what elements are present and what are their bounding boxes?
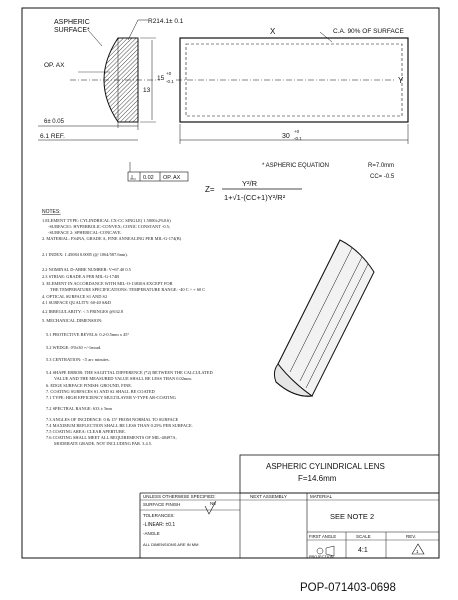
note-line: 6. EDGE SURFACE FINISH: GROUND, FINE. bbox=[46, 383, 133, 388]
dim-30-tol-plus: +0 bbox=[294, 129, 300, 134]
clear-aperture-label: C.A. 90% OF SURFACE bbox=[333, 28, 404, 35]
lens-section-hatch bbox=[104, 38, 138, 122]
projection-label: PROJECTION bbox=[309, 555, 334, 559]
aspheric-surface-label-1: ASPHERIC bbox=[54, 19, 90, 26]
notes-block bbox=[42, 209, 213, 447]
n6-label: N6 bbox=[210, 501, 216, 506]
note-line: 1.ELEMENT TYPE: CYLINDRICAL CX-CC SINGLE( 1.5000±2%0.6) bbox=[42, 218, 171, 223]
note-line: VALUE AND THE MEASURED VALUE SHALL BE LESS THAN 0.02mm. bbox=[54, 376, 192, 381]
note-line: 7.4 MAXIMUM REFLECTION SHALL BE LESS THAN 0.25% PER SURFACE. bbox=[46, 423, 193, 428]
next-assembly-label: NEXT ASSEMBLY bbox=[250, 494, 287, 499]
note-line: 5.2 WEDGE: 0'0±30 +/-1mrad. bbox=[46, 345, 102, 350]
r-value: R=7.0mm bbox=[368, 163, 395, 169]
material-label: MATERIAL bbox=[310, 494, 333, 499]
note-line: 2.2 NOMINAL D-ABBE NUMBER: V=67.40 0.5 bbox=[42, 267, 131, 272]
part-number: POP-071403-0698 bbox=[300, 582, 396, 594]
first-angle-label: FIRST ANGLE bbox=[309, 534, 337, 539]
note-line: THE TEMPERATURE SPECIFICATIONS: TEMPERATURE RANGE: -40 C ÷ + 60 C bbox=[50, 287, 206, 292]
see-note: SEE NOTE 2 bbox=[330, 512, 375, 521]
surface-finish-label: SURFACE FINISH bbox=[143, 502, 181, 507]
lens-top-view bbox=[176, 32, 408, 144]
note-line: -SURFACE 2: SPHERICAL-CONCAVE. bbox=[48, 230, 122, 235]
gdt-value: 0.02 bbox=[143, 175, 154, 181]
note-line: 4.2 IRREGULARITY: < 5 FRINGES @632.8 bbox=[42, 309, 124, 314]
cc-value: CC= -0.5 bbox=[370, 174, 395, 180]
note-line: 2. MATERIAL: FS4NA, GRADE A, FINE ANNEALING PER MIL-G-174(B) bbox=[42, 236, 182, 241]
dim-6-label: 6± 0.05 bbox=[44, 119, 64, 125]
note-line: MODERATE GRADE, NOT INCLUDING PAR. 3.4.5. bbox=[54, 441, 153, 446]
aspheric-equation-label: * ASPHERIC EQUATION bbox=[262, 163, 329, 169]
note-line: 5.4 SHAPE ERROR: THE SAGITTAL DIFFERENCE (*2) BETWEEN THE CALCULATED bbox=[46, 370, 213, 375]
equation-numerator: Y²/R bbox=[242, 179, 257, 188]
note-line: 7.2 SPECTRAL RANGE: 633 ± 5nm bbox=[46, 406, 112, 411]
unless-specified: UNLESS OTHERWISE SPECIFIED: bbox=[143, 494, 216, 499]
linear-tolerance: -LINEAR: ±0.1 bbox=[143, 522, 176, 528]
rev-label: REV. bbox=[406, 534, 417, 539]
note-line: 7.3 ANGLES OF INCIDENCE: 0 & 15° FROM NORMAL TO SURFACE bbox=[46, 417, 179, 422]
dim-13-label: 13 bbox=[143, 87, 151, 94]
note-line: 7.6 COATING SHALL MEET ALL REQUIREMENTS OF MIL-48497A, bbox=[46, 435, 177, 440]
op-ax-label: OP. AX bbox=[44, 62, 65, 69]
note-line: 4. OPTICAL SURFACE S1 AND S2 bbox=[42, 294, 108, 299]
aspheric-leader bbox=[88, 30, 102, 46]
dim-30-label: 30 bbox=[282, 133, 290, 140]
ref-label: 6.1 REF. bbox=[40, 133, 65, 140]
dim-15-tol-minus: -0.1 bbox=[166, 79, 174, 84]
note-line: 5.1 PROTECTIVE BEVELS: 0.2-0.5mm x 45° bbox=[46, 332, 130, 337]
angle-tolerance: -ANGLE bbox=[143, 531, 160, 536]
note-line: 2.1 INDEX: 1.45084 0.0005 (@ 1064/587.6nm). bbox=[42, 252, 128, 257]
note-line: 5. MECHANICAL DIMENSION: bbox=[42, 318, 103, 323]
gdt-datum: OP. AX bbox=[163, 175, 181, 181]
focal-length: F=14.6mm bbox=[298, 474, 337, 483]
axis-y-label: Y bbox=[398, 76, 404, 85]
note-line: 2.3 STRIAE: GRADE A PER MIL-G-174B bbox=[42, 274, 120, 279]
dim-30-tol-minus: -0.1 bbox=[294, 136, 302, 141]
drawing-title: ASPHERIC CYLINDRICAL LENS bbox=[266, 462, 385, 471]
note-line: 3. ELEMENT IN ACCORDANCE WITH MIL-O-13830A EXCEPT FOR bbox=[42, 281, 173, 286]
lens-3d-view bbox=[274, 240, 374, 396]
asterisk-mark: * bbox=[87, 27, 90, 34]
notes-title: NOTES: bbox=[42, 209, 61, 215]
rev-value: 1 bbox=[416, 549, 419, 554]
equation-denominator: 1+√1-(CC+1)Y²/R² bbox=[224, 193, 286, 202]
note-line: -SURFACE1: HYPERBOLIC-CONVEX; CONIC CONSTANT -0.5; bbox=[48, 224, 171, 229]
note-line: 4.1 SURFACE QUALITY: 60-40 S&D bbox=[42, 300, 111, 305]
all-dimensions-note: ALL DIMENSIONS ARE IN MM bbox=[143, 542, 199, 547]
dim-15-label: 15 bbox=[157, 75, 165, 82]
note-line: 7. COATING SURFACES S1 AND S2 SHALL BE COATED bbox=[46, 389, 155, 394]
aspheric-surface-label-2: SURFACE bbox=[54, 27, 88, 34]
equation-z: Z= bbox=[205, 185, 215, 194]
note-line: 7.1 TYPE: HIGH EFFICIENCY MULTILAYER V-TYPE AR-COATING bbox=[46, 395, 176, 400]
dim-15-tol-plus: +0 bbox=[166, 71, 172, 76]
tolerances-label: TOLERANCES: bbox=[143, 513, 175, 518]
note-line: 5.3 CENTRATION: <5 arc minutes. bbox=[46, 357, 110, 362]
radius-label: R214.1± 0.1 bbox=[148, 18, 184, 25]
axis-x-label: X bbox=[270, 27, 276, 36]
scale-value: 4:1 bbox=[358, 547, 368, 554]
scale-label: SCALE bbox=[356, 534, 371, 539]
note-line: 7.5 COATING AREA: CLEAR APERTURE. bbox=[46, 429, 126, 434]
